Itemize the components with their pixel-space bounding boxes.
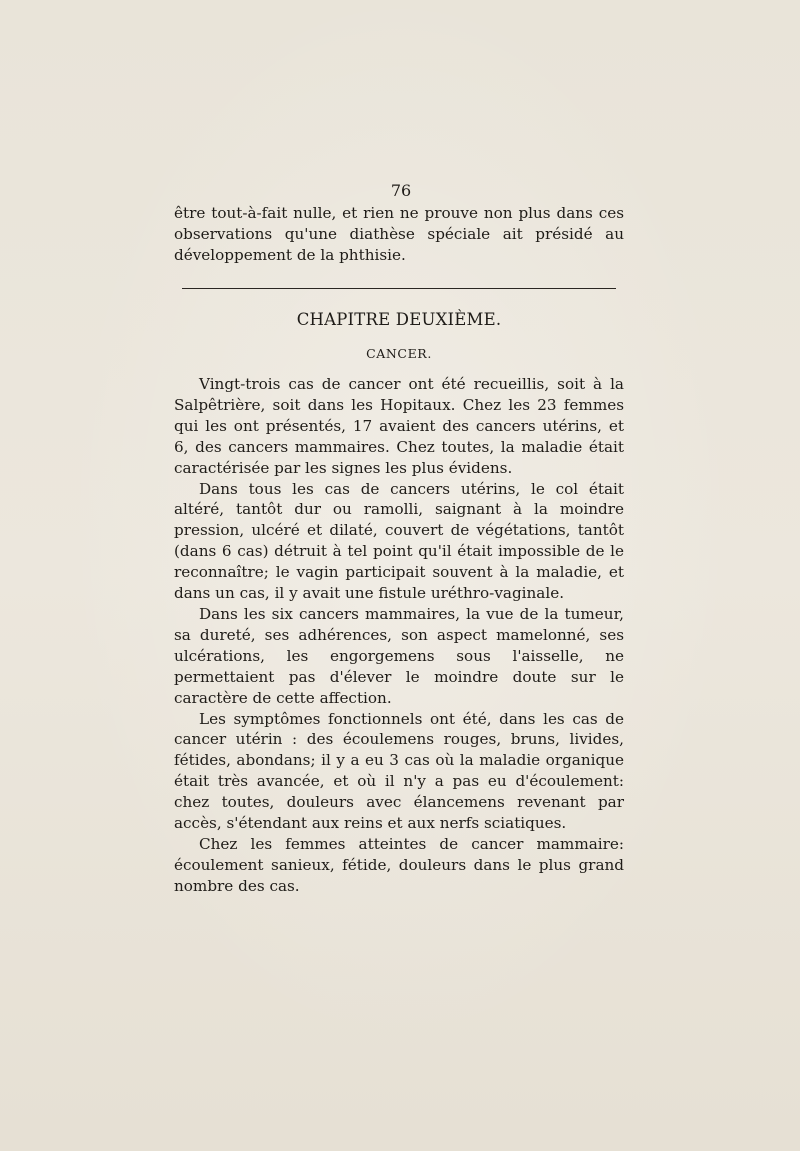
section-title: CANCER. xyxy=(366,346,432,361)
chapter-title: CHAPITRE DEUXIÈME. xyxy=(296,310,502,329)
section-divider xyxy=(182,288,616,289)
chapter-body xyxy=(174,374,624,897)
paragraph: Les symptômes fonctionnels ont été, dans les cas de cancer utérin : des écoulemens rouges, bruns, livides, fétides, abondans; il y a eu 3 cas où la maladie organique était très avancée, et où il n'y a pas eu d'écoulement: chez toutes, douleurs avec élancemens revenant par accès, s'étendant aux reins et aux nerfs sciatiques. xyxy=(174,709,624,833)
paragraph: Dans tous les cas de cancers utérins, le col était altéré, tantôt dur ou ramolli, saignant à la moindre pression, ulcéré et dilaté, couvert de végétations, tantôt (dans 6 cas) détruit à tel point qu'il était impossible de le reconnaître; le vagin participait souvent à la maladie, et dans un cas, il y avait une fistule uréthro-vaginale. xyxy=(174,479,624,603)
page-number: 76 xyxy=(390,181,412,200)
paragraph: Dans les six cancers mammaires, la vue de la tumeur, sa dureté, ses adhérences, son aspect mamelonné, ses ulcérations, les engorgemens sous l'aisselle, ne permettaient pas d'élever le moindre doute sur le caractère de cette affection. xyxy=(174,604,624,707)
carry-over-text xyxy=(174,203,624,266)
paragraph: Vingt-trois cas de cancer ont été recueillis, soit à la Salpêtrière, soit dans les Hopitaux. Chez les 23 femmes qui les ont présentés, 17 avaient des cancers utérins, et 6, des cancers mammaires. Chez toutes, la maladie était caractérisée par les signes les plus évidens. xyxy=(174,375,624,477)
carry-over-paragraph: être tout-à-fait nulle, et rien ne prouve non plus dans ces observations qu'une diathèse spéciale ait présidé au développement de la phthisie. xyxy=(174,204,624,264)
paragraph: Chez les femmes atteintes de cancer mammaire: écoulement sanieux, fétide, douleurs dans le plus grand nombre des cas. xyxy=(174,834,624,895)
